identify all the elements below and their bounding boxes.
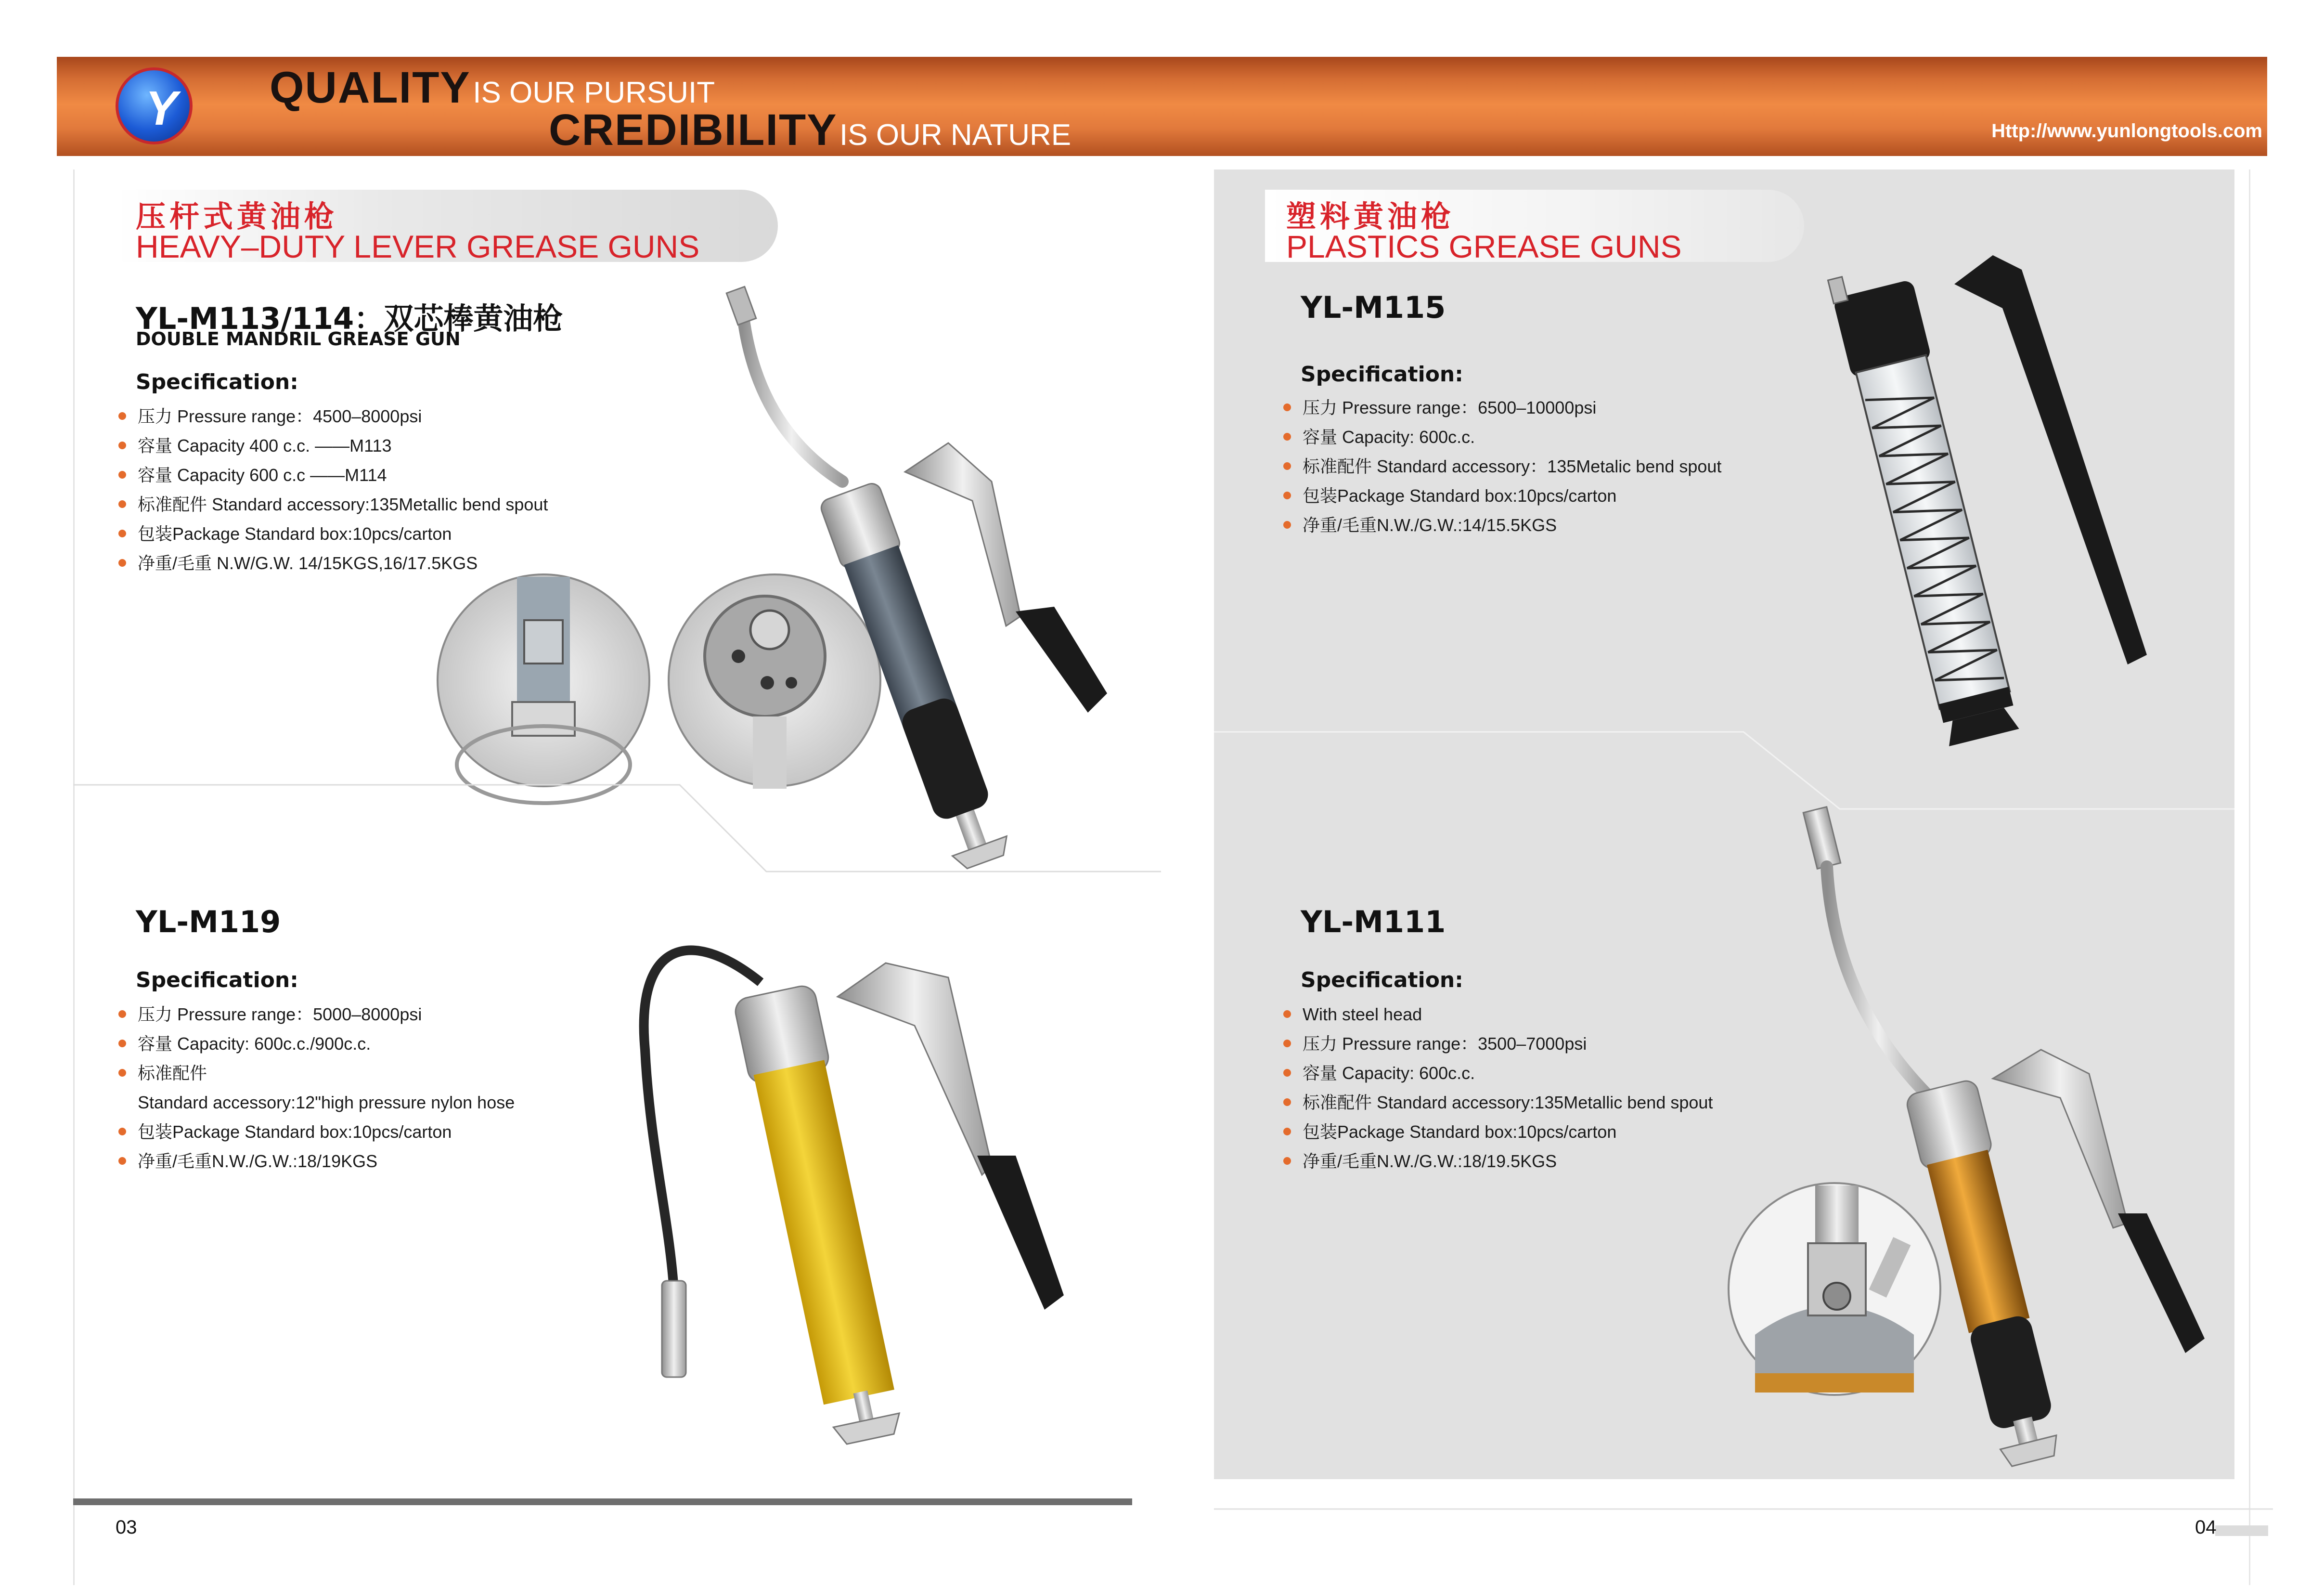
product-model-cn: ：双芯棒黄油枪	[354, 301, 563, 336]
spec-item: With steel head	[1283, 1000, 1713, 1029]
spec-item: 标准配件 Standard accessory:135Metallic bend spout	[1283, 1088, 1713, 1117]
left-category-en: HEAVY–DUTY LEVER GREASE GUNS	[136, 229, 700, 264]
slogan-quality: QUALITY	[270, 63, 471, 112]
spec-item: 包装Package Standard box:10pcs/carton	[1283, 481, 1721, 510]
spec-item: 压力 Pressure range：6500–10000psi	[1283, 393, 1721, 422]
grease-gun-m119-image	[616, 905, 1097, 1459]
website-link[interactable]: Http://www.yunlongtools.com	[1991, 120, 2262, 142]
slogan-line-2	[549, 105, 1071, 156]
right-category-en: PLASTICS GREASE GUNS	[1286, 229, 1682, 264]
footer-bar	[73, 1498, 1132, 1505]
spec-list-m115	[1283, 393, 1721, 540]
spec-list-m113	[118, 402, 548, 578]
footer-line-right	[1214, 1507, 2273, 1536]
spec-item: 净重/毛重N.W./G.W.:18/19.5KGS	[1283, 1146, 1713, 1176]
detail-photo-nozzle	[435, 572, 652, 789]
logo-mark: Y	[145, 81, 178, 135]
spec-heading: Specification:	[1301, 968, 1463, 992]
product-m119-title: YL-M119	[136, 904, 281, 939]
spec-item: 包装Package Standard box:10pcs/carton	[118, 1117, 515, 1146]
spec-item: 标准配件 Standard accessory:135Metallic bend spout	[118, 490, 548, 519]
slogan-nature: IS OUR NATURE	[839, 118, 1072, 152]
spec-item: 容量 Capacity 600 c.c ——M114	[118, 460, 548, 490]
grease-gun-m111-image	[1771, 799, 2214, 1445]
spec-item: 压力 Pressure range：4500–8000psi	[118, 402, 548, 431]
spec-item: 净重/毛重 N.W/G.W. 14/15KGS,16/17.5KGS	[118, 548, 548, 578]
spec-item: Standard accessory:12"high pressure nylon hose	[138, 1093, 515, 1112]
spec-item: 包装Package Standard box:10pcs/carton	[118, 519, 548, 548]
page-number-right: 04	[2195, 1517, 2217, 1538]
slogan-pursuit: IS OUR PURSUIT	[473, 76, 715, 109]
grease-gun-m113-image	[722, 279, 1155, 857]
product-subtitle: DOUBLE MANDRIL GREASE GUN	[136, 328, 461, 350]
left-category-cn: 压杆式黄油枪	[136, 200, 338, 234]
spec-heading: Specification:	[136, 968, 298, 992]
spec-item: 容量 Capacity: 600c.c./900c.c.	[118, 1029, 515, 1058]
spec-item: 压力 Pressure range：5000–8000psi	[118, 1000, 515, 1029]
spec-heading: Specification:	[136, 370, 298, 394]
spec-item: 容量 Capacity: 600c.c.	[1283, 422, 1721, 452]
grease-gun-m115-image	[1820, 241, 2166, 761]
spec-list-m111	[1283, 1000, 1713, 1176]
product-m115-title: YL-M115	[1301, 290, 1446, 325]
spec-item: 容量 Capacity 400 c.c. ——M113	[118, 431, 548, 460]
spec-item: 标准配件	[118, 1058, 515, 1088]
spec-item: 包装Package Standard box:10pcs/carton	[1283, 1117, 1713, 1146]
spec-item: 压力 Pressure range：3500–7000psi	[1283, 1029, 1713, 1058]
product-model: YL-M113/114	[136, 301, 354, 336]
right-category-cn: 塑料黄油枪	[1286, 200, 1455, 234]
spec-heading: Specification:	[1301, 362, 1463, 387]
spec-list-m119	[118, 1000, 515, 1176]
spec-item: 净重/毛重N.W./G.W.:18/19KGS	[118, 1146, 515, 1176]
section-divider	[73, 780, 1161, 876]
page-number-left: 03	[116, 1517, 137, 1538]
product-m111-title: YL-M111	[1301, 904, 1446, 939]
right-page-border	[2249, 169, 2250, 1585]
slogan-credibility: CREDIBILITY	[549, 105, 838, 155]
spec-item: 标准配件 Standard accessory：135Metalic bend spout	[1283, 452, 1721, 481]
spec-item: 容量 Capacity: 600c.c.	[1283, 1058, 1713, 1088]
spec-item: 净重/毛重N.W./G.W.:14/15.5KGS	[1283, 510, 1721, 540]
